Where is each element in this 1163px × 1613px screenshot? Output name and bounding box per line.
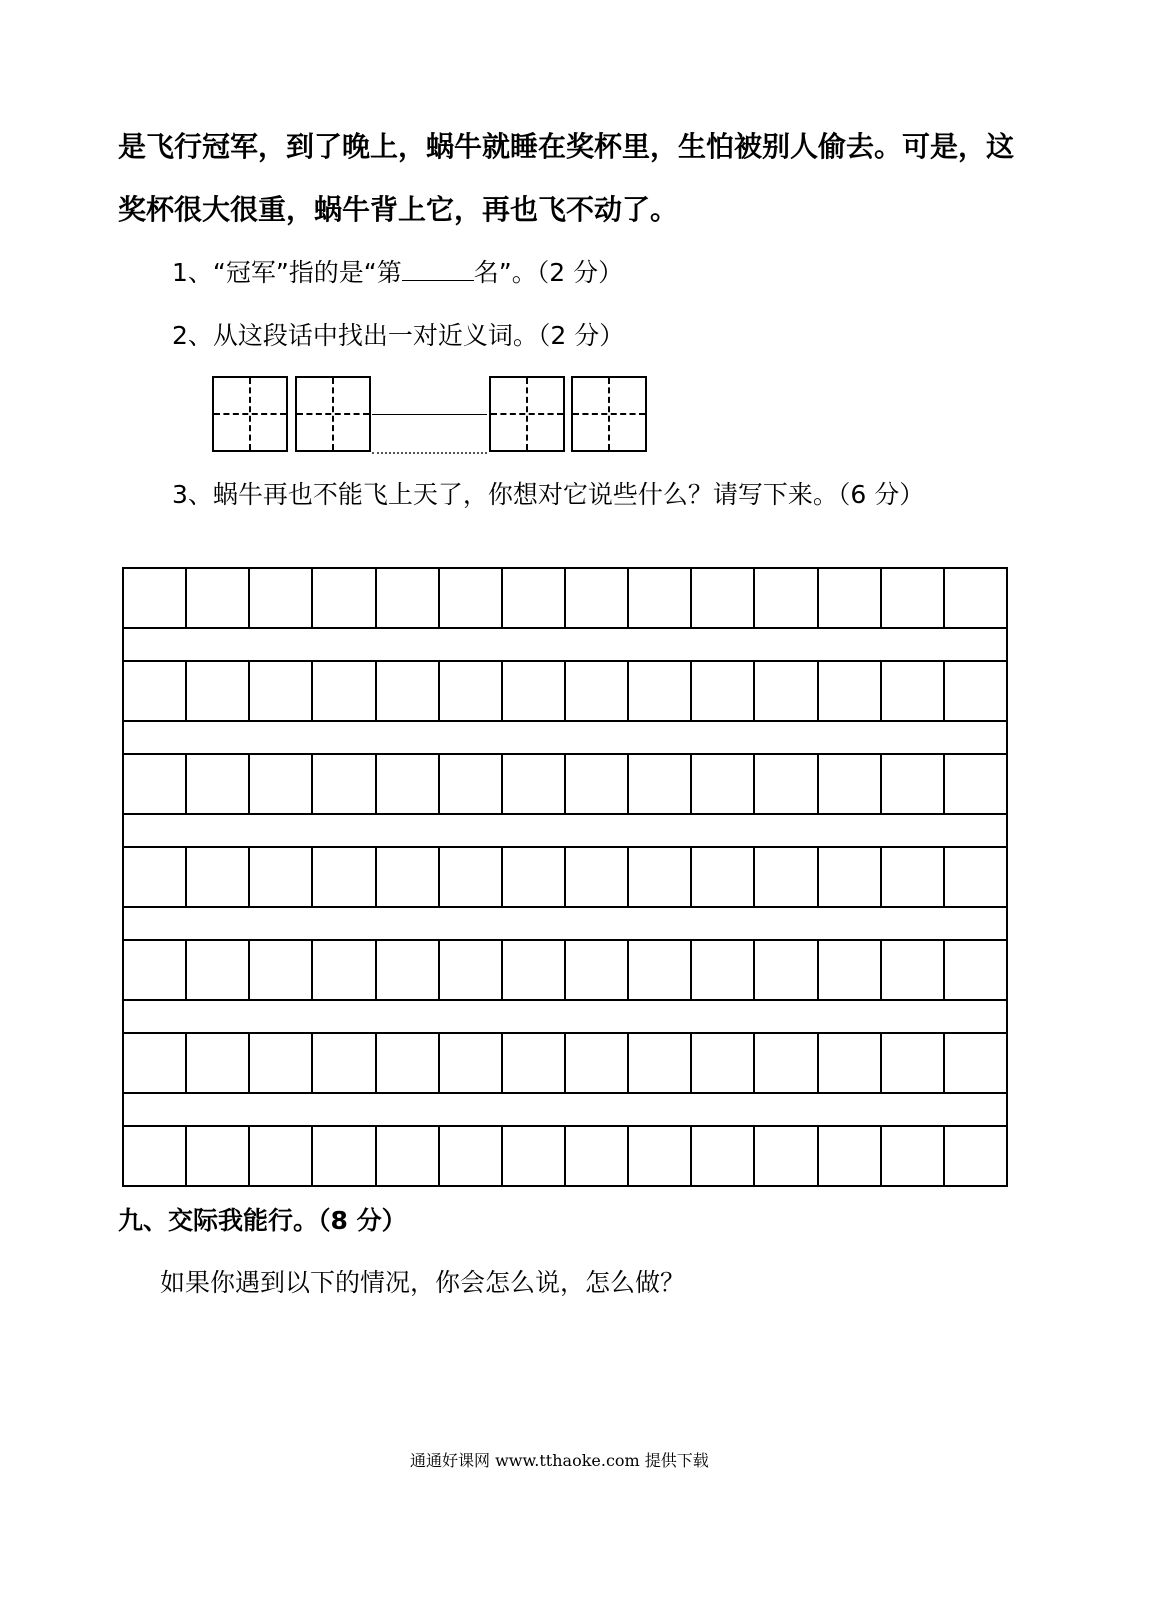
grid-cell[interactable]	[311, 848, 374, 906]
grid-cell[interactable]	[375, 662, 438, 720]
grid-cell[interactable]	[564, 1034, 627, 1092]
grid-cell[interactable]	[501, 1034, 564, 1092]
grid-cell[interactable]	[627, 941, 690, 999]
grid-cell[interactable]	[438, 569, 501, 627]
grid-cell[interactable]	[753, 1034, 816, 1092]
grid-cell[interactable]	[438, 1034, 501, 1092]
grid-cell[interactable]	[627, 569, 690, 627]
grid-cell[interactable]	[248, 941, 311, 999]
grid-cell[interactable]	[438, 755, 501, 813]
grid-cell[interactable]	[627, 662, 690, 720]
grid-cell[interactable]	[817, 848, 880, 906]
grid-cell[interactable]	[817, 1127, 880, 1185]
grid-spacer-row	[122, 722, 1008, 753]
grid-cell[interactable]	[438, 1127, 501, 1185]
grid-cell[interactable]	[690, 848, 753, 906]
char-box[interactable]	[295, 376, 371, 452]
grid-cell[interactable]	[375, 569, 438, 627]
grid-cell[interactable]	[880, 569, 943, 627]
grid-cell[interactable]	[124, 569, 185, 627]
grid-cell[interactable]	[375, 848, 438, 906]
grid-row	[122, 567, 1008, 629]
grid-cell[interactable]	[248, 569, 311, 627]
grid-cell[interactable]	[690, 569, 753, 627]
grid-cell[interactable]	[627, 1034, 690, 1092]
grid-cell[interactable]	[943, 662, 1006, 720]
grid-cell[interactable]	[185, 1127, 248, 1185]
grid-spacer-row	[122, 908, 1008, 939]
grid-cell[interactable]	[880, 941, 943, 999]
question-1-text-after: 名”。（2 分）	[473, 258, 624, 287]
grid-cell[interactable]	[124, 1034, 185, 1092]
grid-cell[interactable]	[564, 848, 627, 906]
section-prompt: 如果你遇到以下的情况，你会怎么说，怎么做？	[160, 1268, 686, 1297]
grid-cell[interactable]	[501, 569, 564, 627]
question-1	[172, 260, 623, 285]
footer-text: 通通好课网 www.tthaoke.com 提供下载	[410, 1451, 709, 1470]
grid-cell[interactable]	[880, 755, 943, 813]
grid-cell[interactable]	[185, 941, 248, 999]
grid-cell[interactable]	[248, 755, 311, 813]
grid-cell[interactable]	[880, 662, 943, 720]
grid-cell[interactable]	[943, 569, 1006, 627]
char-box[interactable]	[571, 376, 647, 452]
connector-line	[372, 414, 487, 415]
grid-cell[interactable]	[943, 755, 1006, 813]
grid-cell[interactable]	[753, 755, 816, 813]
grid-cell[interactable]	[501, 941, 564, 999]
grid-cell[interactable]	[185, 569, 248, 627]
section-heading: 九、交际我能行。（8 分）	[118, 1206, 407, 1235]
grid-spacer-row	[122, 1001, 1008, 1032]
grid-cell[interactable]	[753, 569, 816, 627]
grid-cell[interactable]	[817, 755, 880, 813]
grid-cell[interactable]	[438, 848, 501, 906]
grid-cell[interactable]	[690, 755, 753, 813]
grid-cell[interactable]	[564, 755, 627, 813]
grid-cell[interactable]	[564, 941, 627, 999]
grid-cell[interactable]	[124, 848, 185, 906]
grid-cell[interactable]	[248, 662, 311, 720]
grid-cell[interactable]	[124, 1127, 185, 1185]
grid-cell[interactable]	[880, 1034, 943, 1092]
grid-cell[interactable]	[248, 848, 311, 906]
char-box[interactable]	[489, 376, 565, 452]
grid-cell[interactable]	[690, 1034, 753, 1092]
question-2: 2、从这段话中找出一对近义词。（2 分）	[172, 321, 625, 350]
grid-cell[interactable]	[501, 848, 564, 906]
grid-cell[interactable]	[311, 755, 374, 813]
grid-cell[interactable]	[124, 662, 185, 720]
grid-cell[interactable]	[943, 1127, 1006, 1185]
grid-cell[interactable]	[311, 1127, 374, 1185]
passage-line-2: 奖杯很大很重，蜗牛背上它，再也飞不动了。	[118, 193, 679, 226]
grid-cell[interactable]	[248, 1127, 311, 1185]
grid-cell[interactable]	[438, 941, 501, 999]
grid-cell[interactable]	[753, 848, 816, 906]
grid-cell[interactable]	[880, 848, 943, 906]
grid-cell[interactable]	[564, 1127, 627, 1185]
grid-cell[interactable]	[753, 941, 816, 999]
grid-cell[interactable]	[311, 569, 374, 627]
grid-cell[interactable]	[627, 1127, 690, 1185]
grid-row	[122, 1032, 1008, 1094]
grid-cell[interactable]	[501, 662, 564, 720]
grid-cell[interactable]	[501, 1127, 564, 1185]
grid-cell[interactable]	[817, 1034, 880, 1092]
passage-line-1: 是飞行冠军，到了晚上，蜗牛就睡在奖杯里，生怕被别人偷去。可是，这	[118, 130, 1015, 163]
dotted-line	[372, 452, 487, 454]
grid-cell[interactable]	[375, 941, 438, 999]
grid-cell[interactable]	[311, 941, 374, 999]
grid-cell[interactable]	[501, 755, 564, 813]
grid-cell[interactable]	[185, 662, 248, 720]
grid-cell[interactable]	[817, 569, 880, 627]
grid-cell[interactable]	[943, 1034, 1006, 1092]
grid-cell[interactable]	[311, 1034, 374, 1092]
grid-cell[interactable]	[943, 848, 1006, 906]
grid-cell[interactable]	[185, 848, 248, 906]
grid-spacer-row	[122, 1094, 1008, 1125]
grid-cell[interactable]	[564, 569, 627, 627]
grid-cell[interactable]	[375, 1034, 438, 1092]
grid-cell[interactable]	[248, 1034, 311, 1092]
grid-cell[interactable]	[880, 1127, 943, 1185]
grid-cell[interactable]	[311, 662, 374, 720]
grid-cell[interactable]	[690, 941, 753, 999]
grid-row	[122, 660, 1008, 722]
grid-cell[interactable]	[438, 662, 501, 720]
grid-cell[interactable]	[564, 662, 627, 720]
grid-cell[interactable]	[627, 848, 690, 906]
grid-row	[122, 939, 1008, 1001]
grid-cell[interactable]	[753, 662, 816, 720]
question-3: 3、蜗牛再也不能飞上天了，你想对它说些什么？请写下来。（6 分）	[172, 480, 925, 509]
grid-cell[interactable]	[943, 941, 1006, 999]
grid-cell[interactable]	[124, 755, 185, 813]
grid-spacer-row	[122, 815, 1008, 846]
grid-cell[interactable]	[817, 662, 880, 720]
char-box[interactable]	[212, 376, 288, 452]
grid-cell[interactable]	[690, 662, 753, 720]
answer-blank[interactable]	[402, 280, 474, 281]
grid-cell[interactable]	[753, 1127, 816, 1185]
grid-row	[122, 753, 1008, 815]
grid-row	[122, 1125, 1008, 1187]
grid-cell[interactable]	[185, 755, 248, 813]
grid-cell[interactable]	[817, 941, 880, 999]
grid-spacer-row	[122, 629, 1008, 660]
grid-cell[interactable]	[627, 755, 690, 813]
question-1-text-before: 1、“冠军”指的是“第	[172, 258, 402, 287]
grid-cell[interactable]	[375, 755, 438, 813]
grid-cell[interactable]	[124, 941, 185, 999]
grid-cell[interactable]	[185, 1034, 248, 1092]
grid-row	[122, 846, 1008, 908]
grid-cell[interactable]	[690, 1127, 753, 1185]
grid-cell[interactable]	[375, 1127, 438, 1185]
